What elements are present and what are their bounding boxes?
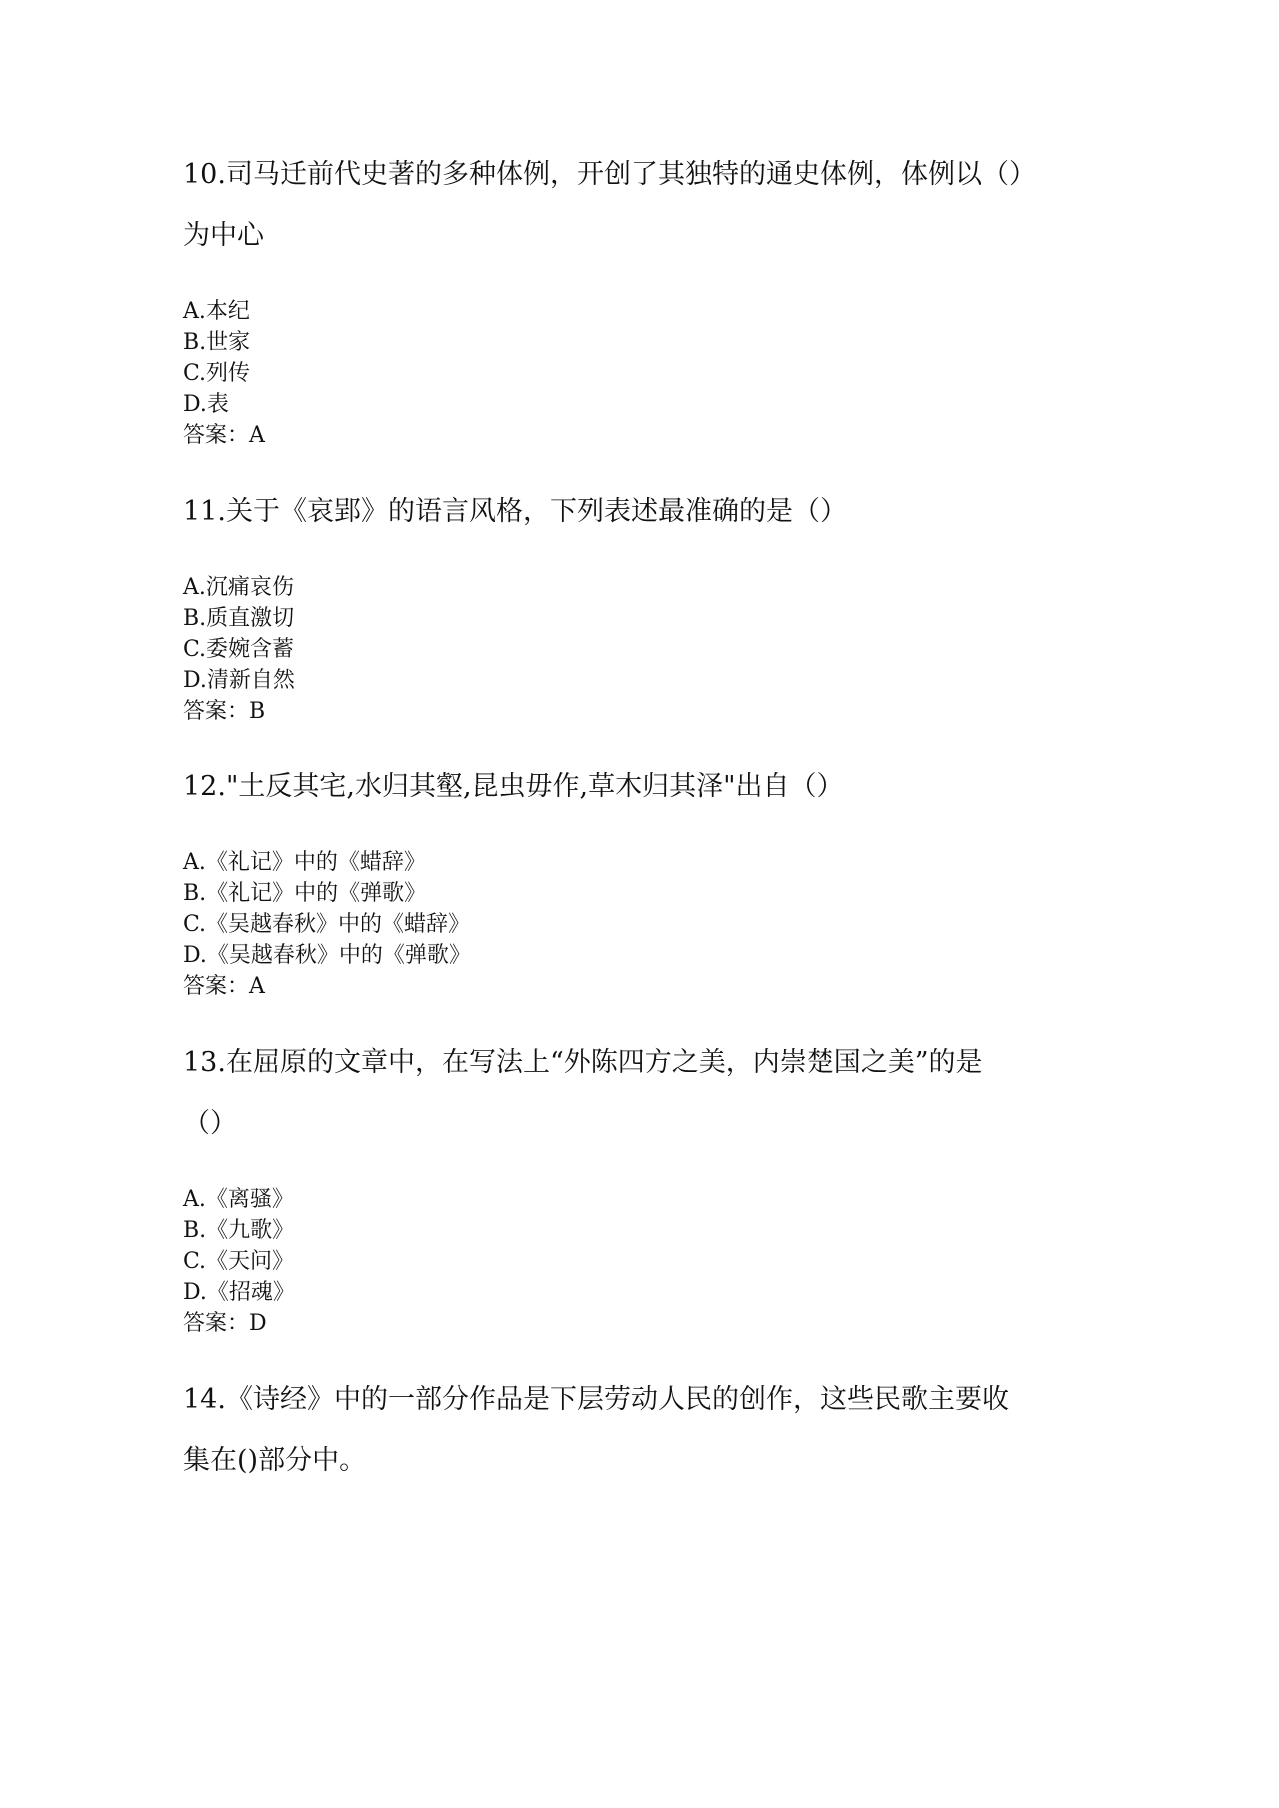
option-b: B.质直激切 — [183, 606, 295, 631]
option-b: B.世家 — [183, 330, 251, 355]
option-c: C.《吴越春秋》中的《蜡辞》 — [183, 912, 471, 937]
option-c: C.列传 — [183, 361, 251, 386]
option-b: B.《礼记》中的《弹歌》 — [183, 881, 427, 906]
answer-line: 答案：D — [183, 1311, 267, 1336]
option-a: A.《离骚》 — [183, 1187, 294, 1212]
option-a: A.沉痛哀伤 — [183, 575, 294, 600]
option-d: D.表 — [183, 392, 229, 417]
question-stem: 13.在屈原的文章中，在写法上“外陈四方之美，内崇楚国之美”的是 — [183, 1047, 983, 1078]
question-stem: 14.《诗经》中的一部分作品是下层劳动人民的创作，这些民歌主要收 — [183, 1384, 1009, 1415]
question-stem: 10.司马迁前代史著的多种体例，开创了其独特的通史体例，体例以（） — [183, 159, 1036, 190]
option-c: C.委婉含蓄 — [183, 637, 295, 662]
option-c: C.《天问》 — [183, 1249, 295, 1274]
question-stem-continued: （） — [183, 1108, 237, 1139]
question-stem: 12."土反其宅,水归其壑,昆虫毋作,草木归其泽"出自（） — [183, 771, 844, 802]
option-b: B.《九歌》 — [183, 1218, 295, 1243]
question-stem: 11.关于《哀郢》的语言风格，下列表述最准确的是（） — [183, 496, 847, 527]
option-d: D.《吴越春秋》中的《弹歌》 — [183, 943, 471, 968]
option-a: A.《礼记》中的《蜡辞》 — [183, 850, 426, 875]
option-d: D.《招魂》 — [183, 1280, 295, 1305]
option-a: A.本纪 — [183, 299, 250, 324]
answer-line: 答案：A — [183, 423, 265, 448]
answer-line: 答案：B — [183, 699, 266, 724]
option-d: D.清新自然 — [183, 668, 295, 693]
answer-line: 答案：A — [183, 974, 265, 999]
question-stem-continued: 集在()部分中。 — [183, 1445, 367, 1476]
question-stem-continued: 为中心 — [183, 220, 264, 251]
